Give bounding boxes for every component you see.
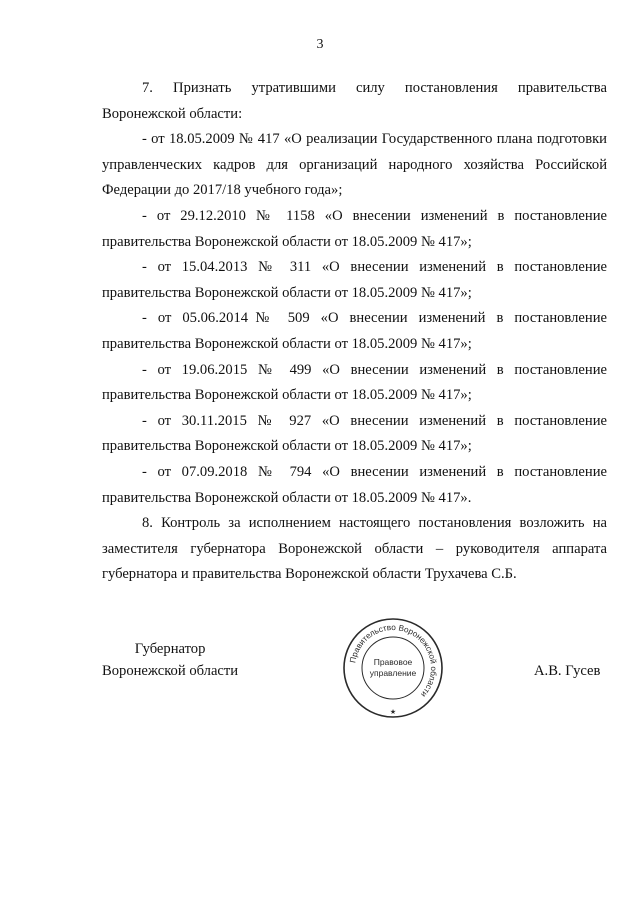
- document-body: [102, 76, 607, 588]
- paragraph-8: 8. Контроль за исполнением настоящего постановления возложить на заместителя губернатора Воронежской области – руководителя аппарата губернатора и правительства Воронежской области Трухачева С.Б.: [102, 515, 607, 583]
- repealed-item-7: - от 07.09.2018 № 794 «О внесении изменений в постановление правительства Воронежской области от 18.05.2009 № 417».: [102, 463, 607, 506]
- repealed-item-2: - от 29.12.2010 № 1158 «О внесении изменений в постановление правительства Воронежской области от 18.05.2009 № 417»;: [102, 207, 607, 250]
- stamp-ring-text: Правительство Воронежской области: [348, 622, 439, 699]
- stamp-center-line-1: Правовое: [373, 657, 413, 667]
- repealed-item-1: - от 18.05.2009 № 417 «О реализации Государственного плана подготовки управленческих кадров для организаций народного хозяйства Российской Федерации до 2017/18 учебного года»;: [102, 131, 607, 199]
- signatory-title: [102, 638, 238, 682]
- repealed-item-5: - от 19.06.2015 № 499 «О внесении изменений в постановление правительства Воронежской области от 18.05.2009 № 417»;: [102, 361, 607, 404]
- signatory-title-line-1: Губернатор: [134, 641, 206, 657]
- official-stamp: [341, 616, 445, 720]
- paragraph-7: 7. Признать утратившими силу постановления правительства Воронежской области:: [102, 80, 607, 122]
- stamp-star: ★: [389, 708, 397, 716]
- stamp-center-line-2: управление: [369, 668, 417, 678]
- page-number: 3: [316, 37, 324, 52]
- signatory-title-line-2: Воронежской области: [102, 663, 239, 679]
- repealed-item-4: - от 05.06.2014№ 509 «О внесении изменений в постановление правительства Воронежской области от 18.05.2009 № 417»;: [102, 310, 607, 352]
- signatory-name: А.В. Гусев: [534, 663, 601, 679]
- repealed-item-3: - от 15.04.2013 № 311 «О внесении изменений в постановление правительства Воронежской области от 18.05.2009 № 417»;: [102, 259, 607, 301]
- repealed-item-6: - от 30.11.2015 № 927 «О внесении изменений в постановление правительства Воронежской области от 18.05.2009 № 417»;: [102, 412, 607, 455]
